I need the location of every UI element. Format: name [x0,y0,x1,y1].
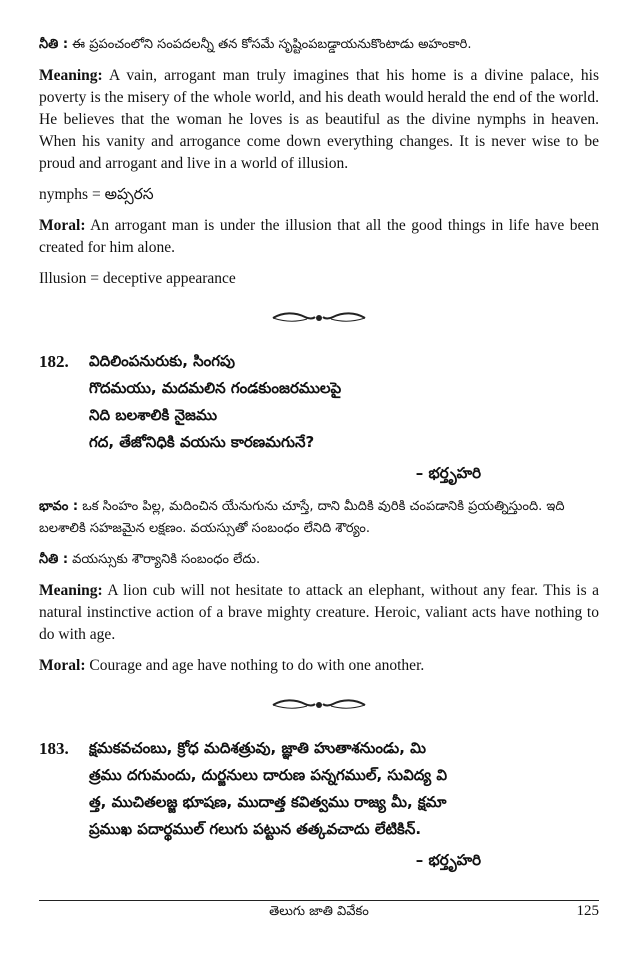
ornament-divider-1 [39,310,599,326]
moral-text: Courage and age have nothing to do with one another. [89,657,425,674]
bhavam-label: భావం : [39,499,79,514]
book-title: తెలుగు జాతి వివేకం [269,904,369,919]
niti-label: నీతి : [39,552,69,567]
verse-line: క్షమకవచంబు, క్రోధ మదిశత్రువు, జ్ఞాతి హుతాశనుండు, మి [89,739,427,757]
moral-label: Moral: [39,657,86,674]
verse-line: గొదమయు, మదమలిన గండకుంజరములపై [89,379,342,397]
verse-line: నిది బలశాలికి నైజము [89,406,218,424]
verse-line: త్త, ముచితలజ్జ భూషణ, ముదాత్త కవిత్వము రాజ్య మీ, క్షమా [89,793,447,811]
meaning-label: Meaning: [39,67,103,84]
moral-paragraph-182 [39,655,599,677]
moral-label: Moral: [39,217,86,234]
meaning-text: A lion cub will not hesitate to attack an elephant, without any fear. This is a natural instinctive action of a brave mighty creature. Heroic, valiant acts have nothing to do with age. [39,582,599,643]
page-content [39,34,599,883]
ornament-divider-2 [39,697,599,713]
meaning-text: A vain, arrogant man truly imagines that his home is a divine palace, his poverty is the misery of the whole world, and his death would herald the end of the world. He believes that the woman he loves is as beautiful as the divine nymphs in heaven. When his vanity and arrogance come down everything changes. It is never wise to be proud and arrogant and live in a world of illusion. [39,67,599,172]
verse-line: ప్రముఖ పదార్థముల్ గలుగు పట్టున తత్కవచాదు లేటికిన్. [89,820,422,838]
meaning-paragraph-182 [39,580,599,646]
niti-line-182 [39,549,599,571]
verse-attribution: – భర్తృహరి [415,464,481,482]
verse-number: 182. [39,352,69,371]
flourish-ornament-icon [271,698,367,712]
moral-text: An arrogant man is under the illusion that all the good things in life have been created for him alone. [39,217,599,256]
niti-text: వయస్సుకు శౌర్యానికి సంబంధం లేదు. [72,552,261,567]
gloss-nymphs: nymphs = అప్సరస [39,186,154,203]
bhavam-text: ఒక సింహం పిల్ల, మదించిన యేనుగును చూస్తే, దాని మీదికి వురికి చంపడానికి ప్రయత్నిస్తుంది. ఇది బలశాలికి సహజమైన లక్షణం. వయస్సుతో సంబంధం లేనిది శౌర్యం. [39,499,565,536]
meaning-label: Meaning: [39,582,103,599]
gloss-illusion: Illusion = deceptive appearance [39,270,236,287]
verse-line: విదిలింపనురుకు, సింగపు [89,352,235,370]
verse-number: 183. [39,739,69,758]
niti-line-top [39,34,599,56]
verse-183 [39,735,599,843]
meaning-paragraph-1 [39,65,599,175]
verse-line: గద, తేజోనిధికి వయసు కారణమగునే? [89,433,315,451]
verse-lines [89,348,599,456]
page-number: 125 [576,903,599,919]
flourish-ornament-icon [271,311,367,325]
niti-label: నీతి : [39,37,69,52]
verse-line: త్రము దగుమందు, దుర్జనులు దారుణ పన్నగముల్, సువిద్య వి [89,766,448,784]
niti-text: ఈ ప్రపంచంలోని సంపదలన్నీ తన కోసమే సృష్టింపబడ్డాయనుకొంటాడు అహంకారి. [72,37,472,52]
verse-attribution: – భర్తృహరి [415,851,481,869]
bhavam-paragraph [39,496,599,540]
verse-lines [89,735,599,843]
verse-182 [39,348,599,456]
moral-paragraph-1 [39,215,599,259]
page-footer [39,900,599,919]
